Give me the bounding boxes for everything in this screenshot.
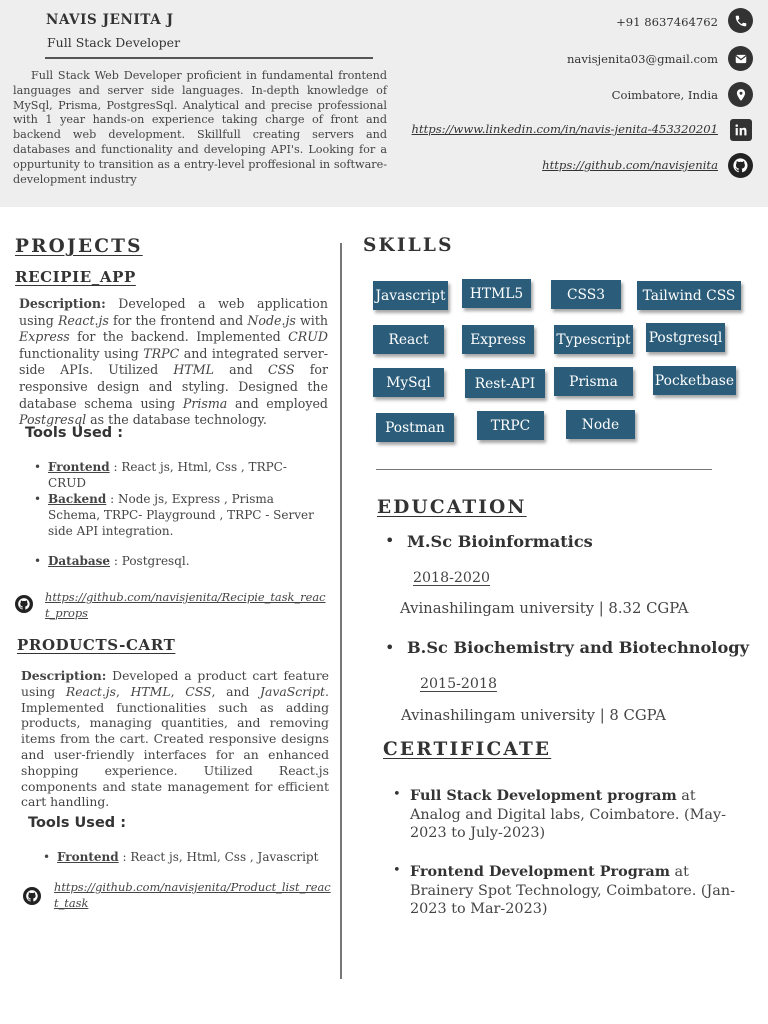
skill-badge: Postman: [376, 413, 454, 442]
education-degree: M.Sc Bioinformatics: [407, 532, 593, 551]
skill-badge: Postgresql: [646, 323, 725, 352]
education-institution: Avinashilingam university | 8 CGPA: [401, 707, 666, 724]
bullet: •: [393, 863, 401, 878]
location: Coimbatore, India: [611, 88, 718, 102]
skill-badge: Typescript: [554, 325, 633, 354]
project-link-products-cart[interactable]: https://github.com/navisjenita/Product_list_react_task: [54, 880, 331, 910]
education-institution: Avinashilingam university | 8.32 CGPA: [400, 600, 689, 617]
skill-badge: Express: [462, 325, 534, 354]
bullet: •: [385, 531, 395, 550]
github-icon[interactable]: [728, 153, 753, 178]
list-item: • Backend : Node js, Express , Prisma Schema, TRPC- Playground , TRPC - Server side API integration.: [34, 492, 314, 538]
phone-number: +91 8637464762: [616, 15, 718, 29]
skill-badge: Node: [566, 410, 635, 439]
skill-badge: Prisma: [554, 367, 633, 396]
email-address[interactable]: navisjenita03@gmail.com: [566, 52, 718, 66]
certificate-item: Full Stack Development program at Analog and Digital labs, Coimbatore. (May-2023 to July-2023): [410, 787, 726, 842]
project-description-recipie: Description: Developed a web application using React.js for the frontend and Node.js with Express for the backend. Implemented CRUD functionality using TRPC and integrated server-side APIs. Utilized HTML and CSS for responsive design and styling. Designed the database schema using Prisma and employed Postgresql as the database technology.: [19, 296, 329, 428]
education-degree: B.Sc Biochemistry and Biotechnology: [407, 638, 749, 657]
skills-heading: SKILLS: [363, 235, 454, 256]
education-years: 2018-2020: [413, 570, 491, 586]
list-item: • Frontend : React js, Html, Css , Javascript: [43, 850, 319, 864]
education-years: 2015-2018: [420, 676, 498, 692]
skill-badge: Tailwind CSS: [637, 281, 741, 310]
location-pin-icon: [728, 82, 753, 107]
header-divider: [45, 57, 373, 59]
certificate-heading: CERTIFICATE: [383, 739, 552, 760]
skill-badge: Javascript: [373, 281, 448, 310]
tools-used-heading: Tools Used :: [25, 425, 124, 441]
skill-badge: TRPC: [477, 411, 544, 440]
tools-used-heading: Tools Used :: [28, 815, 127, 831]
phone-icon: [728, 8, 753, 33]
list-item: • Frontend : React js, Html, Css , TRPC-CRUD: [34, 460, 287, 490]
list-item: • Database : Postgresql.: [34, 554, 190, 568]
github-icon: [23, 887, 41, 905]
column-divider: [340, 243, 342, 979]
skill-badge: Pocketbase: [653, 366, 736, 395]
certificate-item: Frontend Development Program at Brainery Spot Technology, Coimbatore. (Jan-2023 to Mar-2023): [410, 863, 735, 918]
skill-badge: MySql: [373, 368, 444, 397]
skill-badge: CSS3: [551, 280, 621, 309]
projects-heading: PROJECTS: [15, 236, 143, 257]
github-icon: [15, 595, 33, 613]
skill-badge: HTML5: [462, 279, 531, 308]
linkedin-link[interactable]: https://www.linkedin.com/in/navis-jenita-453320201: [411, 122, 718, 136]
project-description-products-cart: Description: Developed a product cart feature using React.js, HTML, CSS, and JavaScript. Implemented functionalities such as adding products, managing quantities, and removing items from the cart. Created responsive designs and user-friendly interfaces for an enhanced shopping experience. Utilized React.js components and state management for efficient cart handling.: [21, 668, 329, 810]
bullet: •: [385, 638, 395, 657]
github-profile-link[interactable]: https://github.com/navisjenita: [542, 158, 718, 172]
skills-divider: [376, 469, 712, 470]
project-title-recipie: RECIPIE_APP: [15, 268, 136, 286]
project-title-products-cart: PRODUCTS-CART: [17, 636, 176, 654]
bullet: •: [393, 787, 401, 802]
skill-badge: Rest-API: [465, 369, 545, 398]
candidate-role: Full Stack Developer: [47, 35, 181, 50]
profile-summary: Full Stack Web Developer proficient in fundamental frontend languages and server side languages. In-depth knowledge of MySql, Prisma, PostgresSql. Analytical and precise professional with 1 year hands-on experience taking charge of front and backend web development. Skillfull creating servers and databases and functionality and developing API's. Looking for a oppurtunity to transition as a entry-level proffesional in software-development industry: [13, 69, 387, 186]
skill-badge: React: [373, 325, 444, 354]
linkedin-icon[interactable]: [730, 119, 752, 141]
project-link-recipie[interactable]: https://github.com/navisjenita/Recipie_task_react_props: [45, 590, 326, 620]
email-icon: [728, 46, 753, 71]
education-heading: EDUCATION: [377, 497, 527, 518]
candidate-name: NAVIS JENITA J: [46, 12, 174, 28]
